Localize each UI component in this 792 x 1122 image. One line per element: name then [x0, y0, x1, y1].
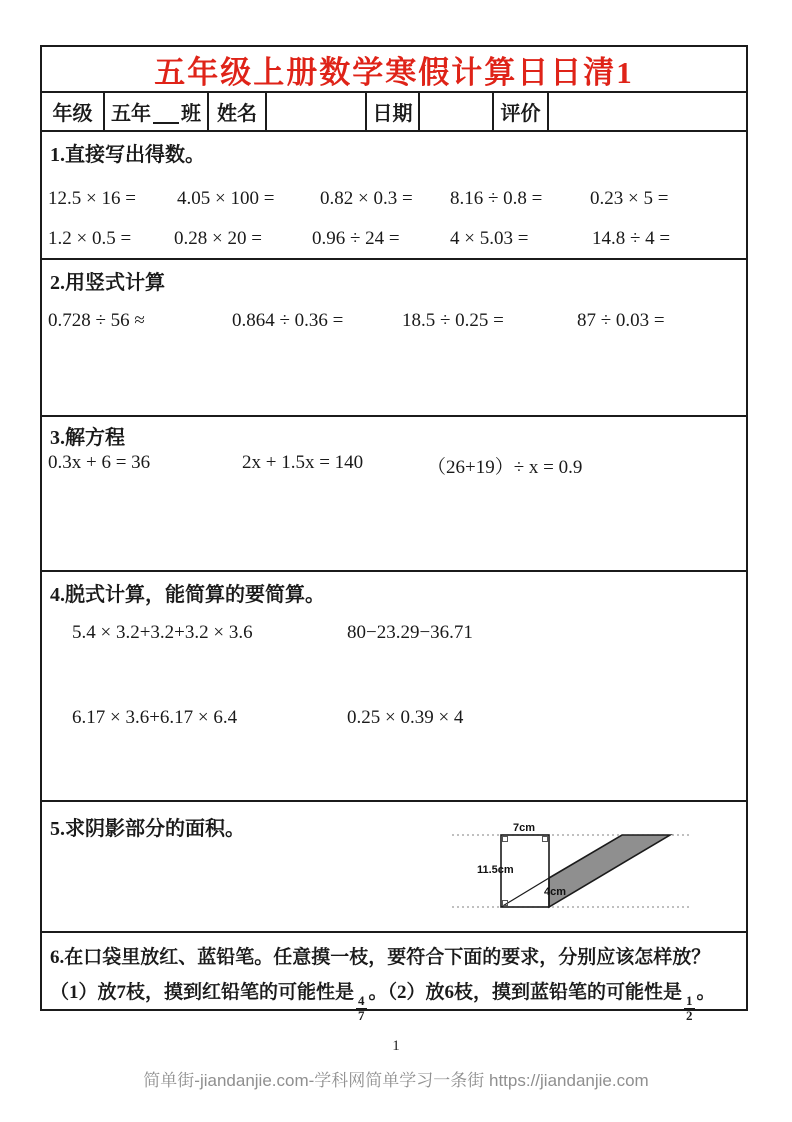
equation: 0.3x + 6 = 36 [48, 452, 151, 473]
equation: （26+19）÷ x = 0.9 [427, 457, 583, 478]
date-label: 日期 [367, 93, 420, 130]
equation: 0.864 ÷ 0.36 = [232, 310, 344, 331]
eval-value-cell [549, 93, 746, 130]
equation: 0.82 × 0.3 = [320, 188, 413, 209]
section-1-mental-math [42, 132, 746, 260]
equation: 1.2 × 0.5 = [48, 228, 132, 249]
side-dimension-label: 4cm [544, 886, 567, 898]
equation: 0.25 × 0.39 × 4 [347, 707, 464, 728]
equation: 87 ÷ 0.03 = [577, 310, 665, 331]
equation: 4 × 5.03 = [450, 228, 529, 249]
grade-value-cell [105, 93, 209, 130]
title-row [42, 47, 746, 93]
shaded-parallelogram [549, 835, 670, 907]
subquestion-1-text: （1）放7枝，摸到红铅笔的可能性是 [50, 982, 355, 1003]
equation: 14.8 ÷ 4 = [592, 228, 671, 249]
section-6-probability [42, 933, 746, 1024]
footer-site-text: 简单街-jiandanjie.com-学科网简单学习一条街 https://jiandanjie.com [143, 1071, 649, 1090]
equation: 80−23.29−36.71 [347, 622, 473, 643]
right-angle-mark [543, 837, 548, 842]
equation: 0.96 ÷ 24 = [312, 228, 400, 249]
equation: 4.05 × 100 = [177, 188, 275, 209]
equation: 0.728 ÷ 56 ≈ [48, 310, 145, 331]
name-label: 姓名 [209, 93, 267, 130]
sentence-end: 。 [696, 982, 716, 1003]
section-2-column-calculation [42, 260, 746, 417]
width-dimension-label: 7cm [513, 822, 536, 834]
grade-value-prefix: 五年 [111, 103, 151, 125]
grade-value-suffix: 班 [181, 103, 201, 125]
section-5-heading: 5.求阴影部分的面积。 [50, 818, 245, 840]
section-3-solve-equations [42, 417, 746, 572]
equation: 0.23 × 5 = [590, 188, 669, 209]
page-title: 五年级上册数学寒假计算日日清1 [154, 54, 634, 90]
section-1-heading: 1.直接写出得数。 [50, 144, 205, 166]
equation: 0.28 × 20 = [174, 228, 262, 249]
section-2-heading: 2.用竖式计算 [50, 272, 165, 294]
date-value-cell [420, 93, 494, 130]
equation: 18.5 ÷ 0.25 = [402, 310, 504, 331]
equation: 2x + 1.5x = 140 [242, 452, 364, 473]
geometry-figure [447, 815, 697, 925]
section-5-shaded-area [42, 802, 746, 933]
equation: 6.17 × 3.6+6.17 × 6.4 [72, 707, 238, 728]
equation: 12.5 × 16 = [48, 188, 136, 209]
section-3-heading: 3.解方程 [50, 427, 125, 449]
diagonal-line [501, 878, 549, 907]
height-dimension-label: 11.5cm [477, 864, 514, 876]
right-angle-mark [503, 837, 508, 842]
fraction-1-2: $\frac{1}{2}$ [686, 993, 693, 1024]
grade-label: 年级 [42, 93, 105, 130]
page-number: 1 [392, 1038, 400, 1054]
eval-label: 评价 [494, 93, 549, 130]
info-row [42, 93, 746, 132]
section-4-step-calculation [42, 572, 746, 802]
name-value-cell [267, 93, 367, 130]
grade-blank-line [153, 100, 179, 124]
equation: 5.4 × 3.2+3.2+3.2 × 3.6 [72, 622, 253, 643]
equation: 8.16 ÷ 0.8 = [450, 188, 543, 209]
worksheet-table [40, 45, 748, 1024]
section-6-subquestions [50, 977, 716, 1024]
shaded-area-diagram [447, 815, 697, 925]
section-4-heading: 4.脱式计算，能简算的要简算。 [50, 584, 325, 606]
section-6-heading: 6.在口袋里放红、蓝铅笔。任意摸一枝，要符合下面的要求，分别应该怎样放？ [50, 947, 711, 968]
fraction-4-7: $\frac{4}{7}$ [358, 993, 365, 1024]
subquestion-2-text: 。（2）放6枝，摸到蓝铅笔的可能性是 [368, 982, 683, 1003]
